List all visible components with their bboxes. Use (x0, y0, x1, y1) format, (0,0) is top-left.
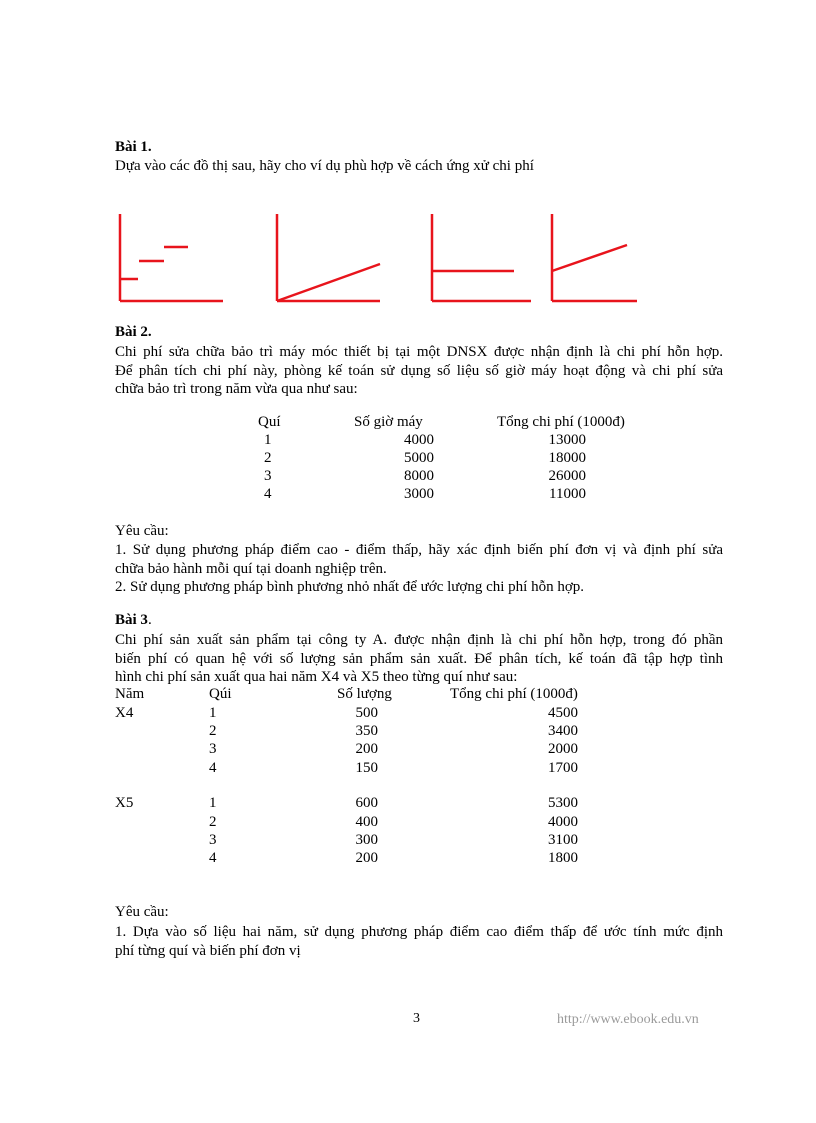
table-cell-cost: 3400 (548, 723, 578, 739)
table-header-total-cost: Tổng chi phí (1000đ) (497, 414, 625, 430)
table-cell-quarter: 1 (264, 432, 272, 448)
table-header-year: Năm (115, 686, 145, 702)
bai3-line: Chi phí sản xuất sản phẩm tại công ty A. được nhận định là chi phí hỗn hợp, trong đó phần (115, 632, 723, 648)
table-cell-quarter: 2 (264, 450, 272, 466)
bai3-paragraph (115, 631, 723, 687)
table-cell-quarter: 1 (209, 795, 217, 811)
bai2-line: Để phân tích chi phí này, phòng kế toán sử dụng số liệu số giờ máy hoạt động và chi phí sửa (115, 362, 723, 379)
bai2-paragraph (115, 343, 723, 399)
bai3-title-text: Bài 3 (115, 612, 148, 628)
bai3-line: biến phí có quan hệ với số lượng sản phẩm sản xuất. Để phân tích, kế toán đã tập hợp tình (115, 650, 723, 667)
table-cell-quantity: 150 (355, 760, 378, 776)
bai3-title-dot: . (147, 612, 152, 628)
table-cell-quarter: 2 (209, 723, 217, 739)
bai1-intro: Dựa vào các đồ thị sau, hãy cho ví dụ phù hợp về cách ứng xử chi phí (115, 158, 534, 174)
bai2-requirement-title: Yêu cầu: (115, 523, 169, 539)
table-cell-cost: 18000 (548, 450, 586, 466)
table-cell-cost: 11000 (549, 486, 586, 502)
bai2-requirements (115, 541, 723, 597)
table-cell-cost: 13000 (548, 432, 586, 448)
variable-cost-graph (268, 210, 386, 306)
table-cell-hours: 4000 (404, 432, 434, 448)
mixed-cost-graph (545, 210, 645, 306)
table-cell-quantity: 200 (355, 741, 378, 757)
step-cost-graph (112, 210, 230, 306)
table-cell-cost: 3100 (548, 832, 578, 848)
bai3-title (115, 612, 152, 629)
requirement-line: phí từng quí và biến phí đơn vị (115, 942, 301, 959)
table-header-quarter: Quí (258, 414, 281, 430)
table-header-quarter: Qúi (209, 686, 232, 702)
requirement-line: chữa bảo hành mỗi quí tại doanh nghiệp trên. (115, 560, 387, 577)
table-cell-cost: 4000 (548, 814, 578, 830)
footer-url[interactable]: http://www.ebook.edu.vn (557, 1012, 699, 1027)
table-cell-hours: 5000 (404, 450, 434, 466)
table-cell-cost: 26000 (548, 468, 586, 484)
table-cell-year: X4 (115, 705, 134, 721)
bai3-requirements (115, 923, 723, 960)
table-cell-year: X5 (115, 795, 134, 811)
table-cell-quarter: 3 (264, 468, 272, 484)
requirement-line: 1. Dựa vào số liệu hai năm, sử dụng phương pháp điểm cao điểm thấp để ước tính mức định (115, 924, 723, 940)
table-cell-quarter: 4 (209, 850, 217, 866)
table-cell-hours: 3000 (404, 486, 434, 502)
table-cell-cost: 1700 (548, 760, 578, 776)
bai2-line: chữa bảo trì trong năm vừa qua như sau: (115, 381, 358, 398)
table-cell-quantity: 200 (355, 850, 378, 866)
table-cell-hours: 8000 (404, 468, 434, 484)
table-cell-cost: 1800 (548, 850, 578, 866)
table-cell-quarter: 4 (209, 760, 217, 776)
table-cell-quarter: 3 (209, 741, 217, 757)
table-cell-quarter: 3 (209, 832, 217, 848)
table-header-machine-hours: Số giờ máy (354, 414, 423, 430)
table-cell-quantity: 300 (355, 832, 378, 848)
bai3-line: hình chi phí sản xuất qua hai năm X4 và X5 theo từng quí như sau: (115, 669, 518, 686)
fixed-cost-graph (424, 210, 542, 306)
table-header-quantity: Số lượng (337, 686, 392, 702)
requirement-line: 1. Sử dụng phương pháp điểm cao - điểm thấp, hãy xác định biến phí đơn vị và định phí sửa (115, 542, 723, 558)
table-cell-quarter: 1 (209, 705, 217, 721)
table-cell-quantity: 500 (355, 705, 378, 721)
table-cell-cost: 2000 (548, 741, 578, 757)
table-header-total-cost: Tổng chi phí (1000đ) (450, 686, 578, 702)
table-cell-quantity: 400 (355, 814, 378, 830)
table-cell-quantity: 600 (355, 795, 378, 811)
bai2-line: Chi phí sửa chữa bảo trì máy móc thiết bị tại một DNSX được nhận định là chi phí hỗn hợp. (115, 344, 723, 360)
requirement-line: 2. Sử dụng phương pháp bình phương nhỏ nhất để ước lượng chi phí hỗn hợp. (115, 579, 585, 596)
table-cell-cost: 5300 (548, 795, 578, 811)
bai1-title: Bài 1. (115, 139, 152, 155)
table-cell-quarter: 4 (264, 486, 272, 502)
table-cell-cost: 4500 (548, 705, 578, 721)
page-number: 3 (413, 1011, 420, 1026)
table-cell-quarter: 2 (209, 814, 217, 830)
bai3-requirement-title: Yêu cầu: (115, 904, 169, 920)
table-cell-quantity: 350 (355, 723, 378, 739)
bai2-title: Bài 2. (115, 324, 152, 340)
